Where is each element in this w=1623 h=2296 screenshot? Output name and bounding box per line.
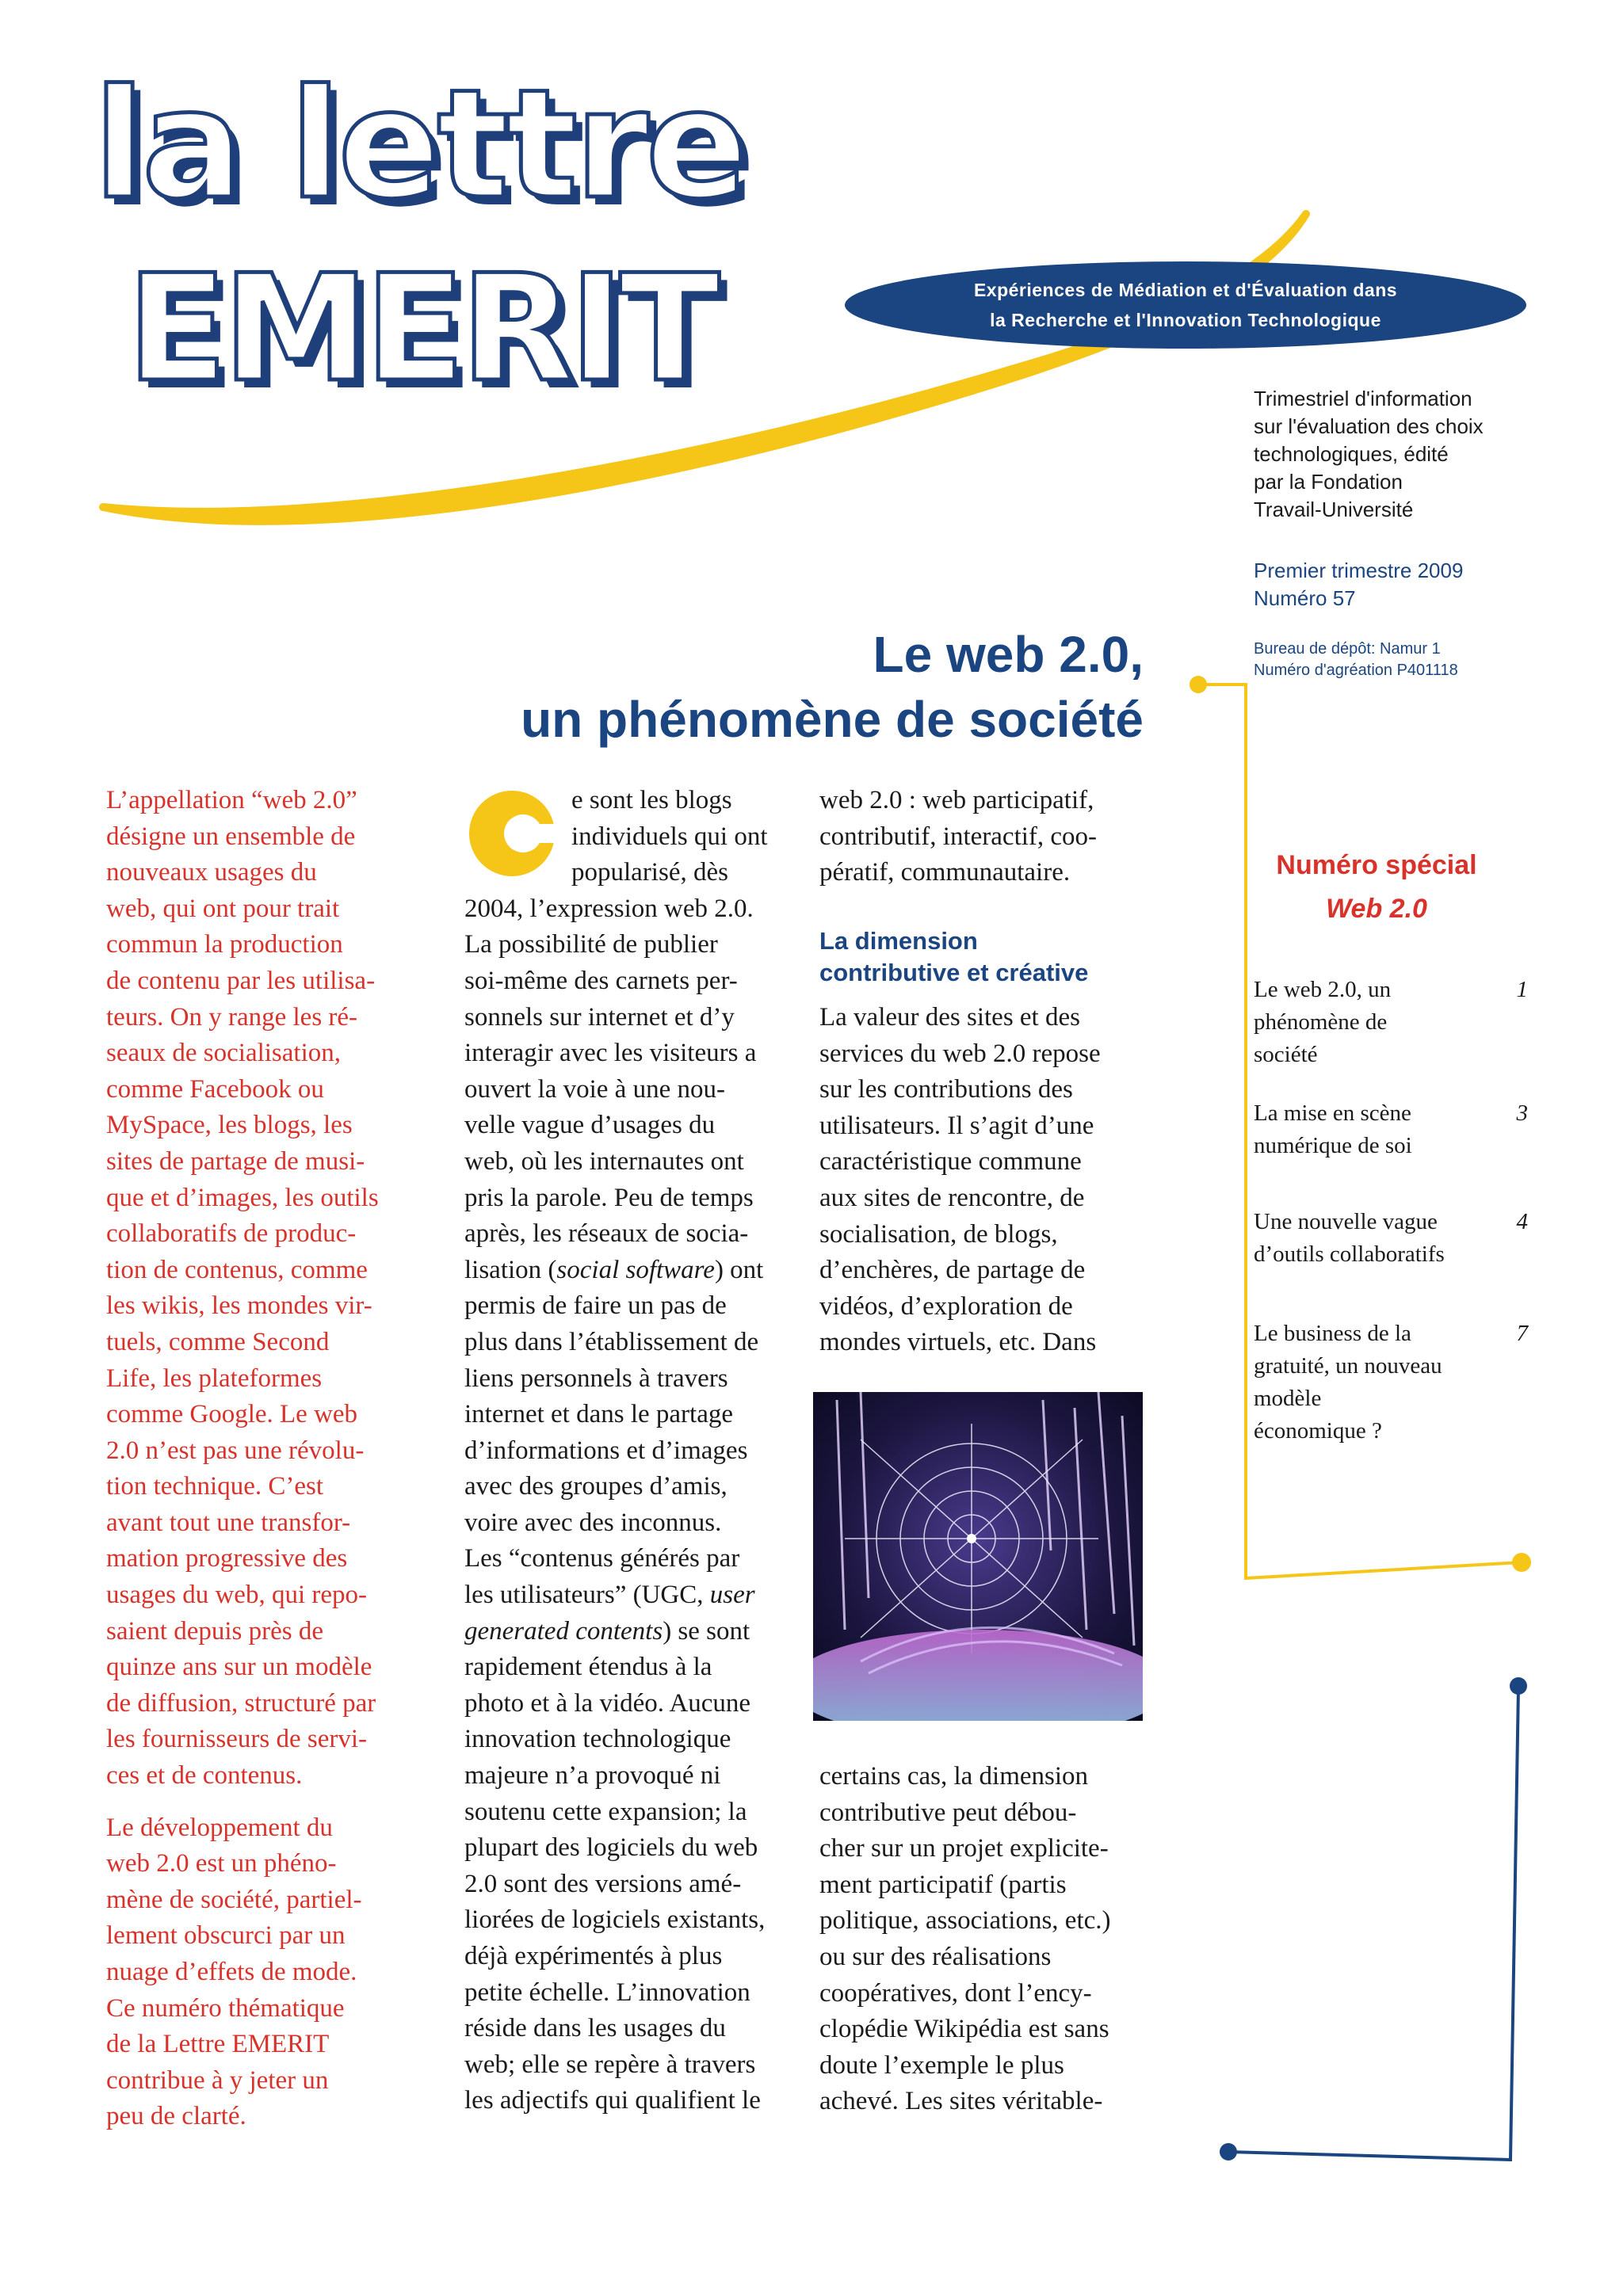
text-line: utilisateurs. Il s’agit d’une (819, 1111, 1094, 1140)
yellow-dot-top (1190, 676, 1207, 693)
toc-item[interactable] (1254, 1206, 1523, 1271)
subhead-line: contributive et créative (819, 959, 1089, 986)
text-line: permis de faire un pas de (464, 1291, 727, 1321)
text-line: nouveaux usages du (106, 858, 317, 887)
text-line: soi-même des carnets per- (464, 966, 738, 995)
lead-lines (464, 783, 797, 891)
text-line: Le développement du (106, 1813, 333, 1842)
text-line: contribue à y jeter un (106, 2065, 329, 2095)
description-line: technologiques, édité (1254, 442, 1449, 466)
text-line: peu de clarté. (106, 2102, 246, 2131)
text-line: mation progressive des (106, 1544, 348, 1573)
text-line: caractéristique commune (819, 1147, 1082, 1177)
masthead-line1: la lettre (94, 57, 745, 232)
text-line: pératif, communautaire. (819, 858, 1071, 887)
text-line: socialisation, de blogs, (819, 1219, 1058, 1249)
text-line: 2.0 n’est pas une révolu- (106, 1436, 365, 1465)
text-line: vidéos, d’exploration de (819, 1291, 1073, 1321)
toc-title-line: modèle (1254, 1386, 1322, 1411)
text-line: ou sur des réalisations (819, 1942, 1052, 1971)
text-line: avec des groupes d’amis, (464, 1472, 727, 1501)
text-line: certains cas, la dimension (819, 1762, 1089, 1791)
toc-title-line: société (1254, 1042, 1318, 1067)
text-line: de contenu par les utilisa- (106, 966, 376, 995)
text-line: ouvert la voie à une nou- (464, 1074, 725, 1104)
text-line: saient depuis près de (106, 1616, 324, 1646)
section-subheading (819, 925, 1168, 989)
italic-term: user (709, 1581, 755, 1610)
text-line: mondes virtuels, etc. Dans (819, 1328, 1097, 1357)
text-line: de la Lettre EMERIT (106, 2030, 330, 2059)
text-line: lement obscurci par un (106, 1921, 346, 1951)
text-line: majeure n’a provoqué ni (464, 1761, 721, 1791)
description-line: par la Fondation (1254, 470, 1403, 494)
masthead-line2: EMERIT (127, 242, 716, 414)
yellow-dot-bottom (1512, 1553, 1531, 1572)
tagline-line: Expériences de Médiation et d'Évaluation dans (973, 280, 1398, 300)
toc-title-line: phénomène de (1254, 1009, 1388, 1035)
text-line: les fournisseurs de servi- (106, 1725, 368, 1754)
text-line: tion de contenus, comme (106, 1255, 368, 1284)
text-line: contributif, interactif, coo- (819, 822, 1098, 851)
article-column-3-middle (819, 1000, 1152, 1361)
text-line: comme Facebook ou (106, 1074, 324, 1104)
toc-title-line: gratuité, un nouveau (1254, 1353, 1442, 1379)
tagline-ellipse (845, 261, 1526, 349)
text-line: 2.0 sont des versions amé- (464, 1869, 742, 1898)
text-line: doute l’exemple le plus (819, 2050, 1064, 2080)
text-line: popularisé, dès (571, 858, 728, 887)
italic-term: social software (556, 1255, 715, 1284)
text-line: d’enchères, de partage de (819, 1256, 1086, 1285)
text-line: tuels, comme Second (106, 1327, 330, 1356)
headline-line: Le web 2.0, (873, 626, 1144, 683)
toc-title-line: Le business de la (1254, 1321, 1411, 1346)
navy-corner-rule (1228, 1688, 1518, 2160)
text-line: interagir avec les visiteurs a (464, 1039, 757, 1068)
text-line: déjà expérimentés à plus (464, 1942, 723, 1970)
legal-line: Bureau de dépôt: Namur 1 (1254, 640, 1441, 658)
text-line: mène de société, partiel- (106, 1885, 362, 1914)
toc-page-number: 3 (1516, 1100, 1528, 1126)
headline-line: un phénomène de société (521, 691, 1144, 748)
text-line: achevé. Les sites véritable- (819, 2087, 1103, 2116)
text-line: web; elle se repère à travers (464, 2050, 756, 2079)
text-line: web 2.0 : web participatif, (819, 786, 1094, 814)
subhead-line: La dimension (819, 927, 978, 955)
body-lines (464, 891, 797, 2119)
text-line: d’informations et d’images (464, 1436, 748, 1465)
text-line: web, où les internautes ont (464, 1146, 744, 1176)
text-line: désigne un ensemble de (106, 822, 356, 851)
intro-column (106, 783, 415, 2135)
text-line: sites de partage de musi- (106, 1146, 365, 1176)
text-line: cher sur un projet explicite- (819, 1834, 1109, 1863)
text-line: réside dans les usages du (464, 2014, 726, 2043)
tagline-line: la Recherche et l'Innovation Technologique (990, 310, 1381, 330)
text-line: internet et dans le partage (464, 1400, 734, 1429)
text-line: sonnels sur internet et d’y (464, 1002, 735, 1032)
legal-info (1254, 639, 1458, 681)
text-line: avant tout une transfor- (106, 1508, 351, 1537)
issue-line: Numéro 57 (1254, 586, 1356, 610)
article-column-2 (464, 783, 797, 2119)
text-line: rapidement étendus à la (464, 1653, 712, 1682)
toc-page-number: 4 (1516, 1209, 1528, 1234)
intro-paragraph-1 (106, 783, 415, 1794)
intro-paragraph-2 (106, 1810, 415, 2135)
special-line: Web 2.0 (1326, 894, 1427, 924)
toc-title-line: Une nouvelle vague (1254, 1209, 1438, 1234)
toc-item[interactable] (1254, 974, 1523, 1071)
text-line: commun la production (106, 930, 343, 959)
toc-title-line: numérique de soi (1254, 1133, 1412, 1158)
text-line: aux sites de rencontre, de (819, 1183, 1085, 1212)
text-line: tion technique. C’est (106, 1472, 324, 1501)
text-fragment: lisation ( (464, 1255, 557, 1284)
text-line: photo et à la vidéo. Aucune (464, 1688, 751, 1718)
text-line: quinze ans sur un modèle (106, 1653, 372, 1682)
navy-dot-top (1510, 1677, 1527, 1695)
text-line: comme Google. Le web (106, 1400, 358, 1429)
text-line: ment participatif (partis (819, 1870, 1067, 1899)
toc-title-line: d’outils collaboratifs (1254, 1241, 1445, 1267)
text-line: MySpace, les blogs, les (106, 1111, 353, 1140)
text-line: 2004, l’expression web 2.0. (464, 894, 754, 923)
text-line: collaboratifs de produc- (106, 1219, 357, 1249)
text-line: usages du web, qui repo- (106, 1581, 368, 1610)
toc-title-line: La mise en scène (1254, 1100, 1411, 1126)
text-line: ces et de contenus. (106, 1761, 303, 1791)
text-line: que et d’images, les outils (106, 1183, 379, 1212)
italic-term: generated contents (464, 1616, 663, 1646)
text-line: web 2.0 est un phéno- (106, 1849, 337, 1878)
text-line: La possibilité de publier (464, 930, 718, 959)
text-line: politique, associations, etc.) (819, 1906, 1111, 1936)
article-headline (521, 622, 1144, 752)
text-line: liens personnels à travers (464, 1363, 728, 1393)
text-line: de diffusion, structuré par (106, 1688, 376, 1718)
text-fragment: ) ont (714, 1255, 764, 1284)
text-line: voire avec des inconnus. (464, 1508, 722, 1537)
text-line: plupart des logiciels du web (464, 1833, 758, 1863)
legal-line: Numéro d'agréation P401118 (1254, 662, 1458, 679)
text-line: Ce numéro thématique (106, 1993, 345, 2023)
text-line: individuels qui ont (571, 822, 768, 851)
navy-dot-bottom (1220, 2143, 1237, 2161)
article-column-3-bottom (819, 1759, 1152, 2120)
text-line: sur les contributions des (819, 1075, 1073, 1104)
text-line: La valeur des sites et des (819, 1003, 1080, 1032)
dropcap-letter: C (464, 784, 465, 785)
text-line: L’appellation “web 2.0” (106, 786, 357, 814)
special-line: Numéro spécial (1276, 850, 1477, 880)
text-line: soutenu cette expansion; la (464, 1797, 747, 1826)
special-issue-heading (1254, 844, 1499, 931)
text-line: contributive peut débou- (819, 1798, 1077, 1827)
toc-page-number: 1 (1516, 977, 1528, 1002)
text-line: Life, les plateformes (106, 1363, 323, 1393)
description-line: Trimestriel d'information (1254, 387, 1472, 410)
toc-page-number: 7 (1516, 1321, 1528, 1346)
toc-item[interactable] (1254, 1318, 1523, 1447)
description-line: Travail-Université (1254, 498, 1414, 521)
toc-title-line: économique ? (1254, 1418, 1382, 1444)
text-line: e sont les blogs (571, 786, 732, 814)
publication-description (1254, 385, 1484, 524)
text-line: plus dans l’établissement de (464, 1327, 759, 1356)
text-line: innovation technologique (464, 1725, 731, 1754)
text-line: velle vague d’usages du (464, 1111, 716, 1140)
text-fragment: les utilisateurs” (UGC, (464, 1581, 710, 1610)
text-line: clopédie Wikipédia est sans (819, 2015, 1109, 2044)
text-line: web, qui ont pour trait (106, 894, 340, 923)
issue-info (1254, 557, 1463, 612)
text-line: Les “contenus générés par (464, 1544, 740, 1573)
text-line: services du web 2.0 repose (819, 1039, 1101, 1068)
text-line: seaux de socialisation, (106, 1039, 342, 1068)
text-fragment: ) se sont (663, 1616, 750, 1646)
text-line: après, les réseaux de socia- (464, 1219, 749, 1249)
issue-line: Premier trimestre 2009 (1254, 559, 1464, 582)
description-line: sur l'évaluation des choix (1254, 414, 1484, 438)
text-line: liorées de logiciels existants, (464, 1905, 766, 1935)
toc-item[interactable] (1254, 1097, 1523, 1162)
text-line: teurs. On y range les ré- (106, 1002, 358, 1032)
article-photo (813, 1392, 1143, 1721)
text-line: petite échelle. L’innovation (464, 1978, 750, 2007)
text-line: nuage d’effets de mode. (106, 1958, 357, 1986)
text-line: les adjectifs qui qualifient le (464, 2086, 761, 2115)
text-line: les wikis, les mondes vir- (106, 1291, 372, 1321)
text-line: coopératives, dont l’ency- (819, 1978, 1092, 2008)
text-line: pris la parole. Peu de temps (464, 1183, 754, 1212)
toc-title-line: Le web 2.0, un (1254, 977, 1392, 1002)
article-column-3-top (819, 783, 1152, 891)
